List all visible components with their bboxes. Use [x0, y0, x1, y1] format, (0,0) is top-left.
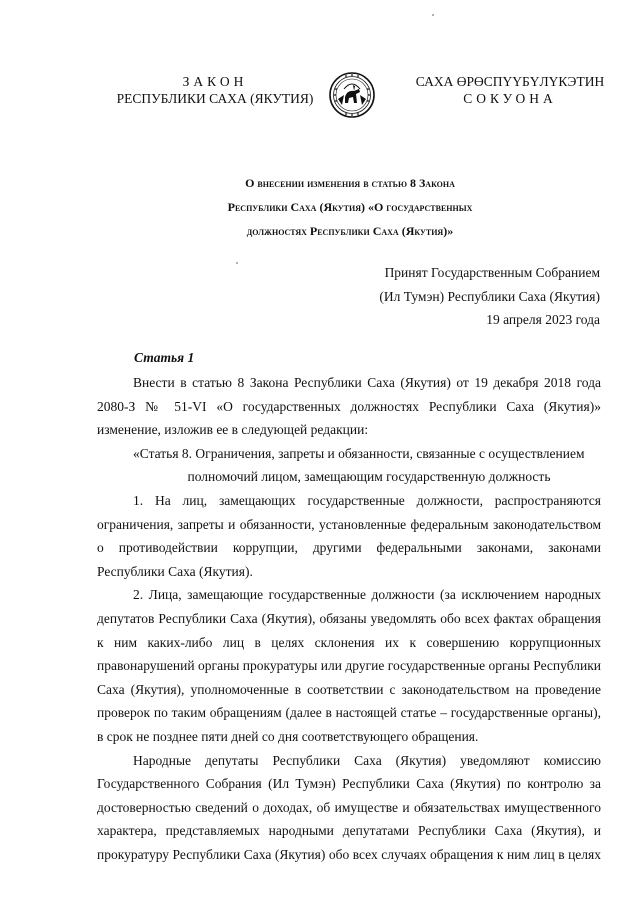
- header-right: [400, 73, 620, 107]
- article-intro: Внести в статью 8 Закона Республики Саха (Якутия) от 19 декабря 2018 года 2080-З № 51-VI «О государственных должностях Республики Саха (Якутия)» изменение, изложив ее в следующей редакции:: [97, 375, 601, 438]
- adoption-date: 19 апреля 2023 года: [486, 312, 600, 327]
- law-title: [160, 171, 540, 243]
- article-heading: Статья 1: [134, 350, 195, 365]
- header-right-line2: СОКУОНА: [463, 91, 557, 106]
- law-title-line3: должностях Республики Саха (Якутия)»: [246, 224, 454, 238]
- coat-of-arms-icon: [327, 65, 377, 127]
- scan-speck: [432, 14, 434, 16]
- adoption-line2: (Ил Тумэн) Республики Саха (Якутия): [379, 288, 600, 304]
- header-left-line1: ЗАКОН: [182, 74, 248, 89]
- statute-title-line2: полномочий лицом, замещающим государственную должность: [187, 469, 551, 485]
- statute-title-line1: «Статья 8. Ограничения, запреты и обязанности, связанные с осуществлением: [133, 445, 585, 461]
- law-title-line1: О внесении изменения в статью 8 Закона: [245, 176, 455, 190]
- paragraph-1: 1. На лиц, замещающих государственные должности, распространяются ограничения, запреты и обязанности, установленные федеральным законодательством о противодействии коррупции, другими федеральными законами, законами Республики Саха (Якутия).: [97, 492, 601, 579]
- scan-speck: [236, 262, 238, 264]
- article-body: [97, 371, 601, 866]
- paragraph-3: Народные депутаты Республики Саха (Якутия) уведомляют комиссию Государственного Собрания (Ил Тумэн) Республики Саха (Якутия) по контролю за достоверностью сведений о доходах, об имуществе и обязательствах имущественного характера, представляемых народными депутатами Республики Саха (Якутия), и прокуратуру Республики Саха (Якутия) обо всех случаях обращения к ним лиц в целях: [97, 752, 601, 862]
- adoption-block: [340, 261, 600, 332]
- law-title-line2: Республики Саха (Якутия) «О государственных: [227, 200, 473, 214]
- header-left-line2: РЕСПУБЛИКИ САХА (ЯКУТИЯ): [116, 91, 314, 106]
- header-left: [100, 73, 330, 107]
- paragraph-2: 2. Лица, замещающие государственные должности (за исключением народных депутатов Республики Саха (Якутия), обязаны уведомлять обо всех фактах обращения к ним каких-либо лиц в целях склонения их к совершению коррупционных правонарушений органы прокуратуры или другие государственные органы Республики Саха (Якутия), уполномоченные в соответствии с законодательством на проведение проверок по таким обращениям (далее в настоящей статье – государственные органы), в срок не позднее пяти дней со дня соответствующего обращения.: [97, 587, 601, 744]
- adoption-line1: Принят Государственным Собранием: [384, 265, 600, 280]
- header-right-line1: САХА ӨРӨСПҮҮБҮЛҮКЭТИН: [415, 74, 605, 89]
